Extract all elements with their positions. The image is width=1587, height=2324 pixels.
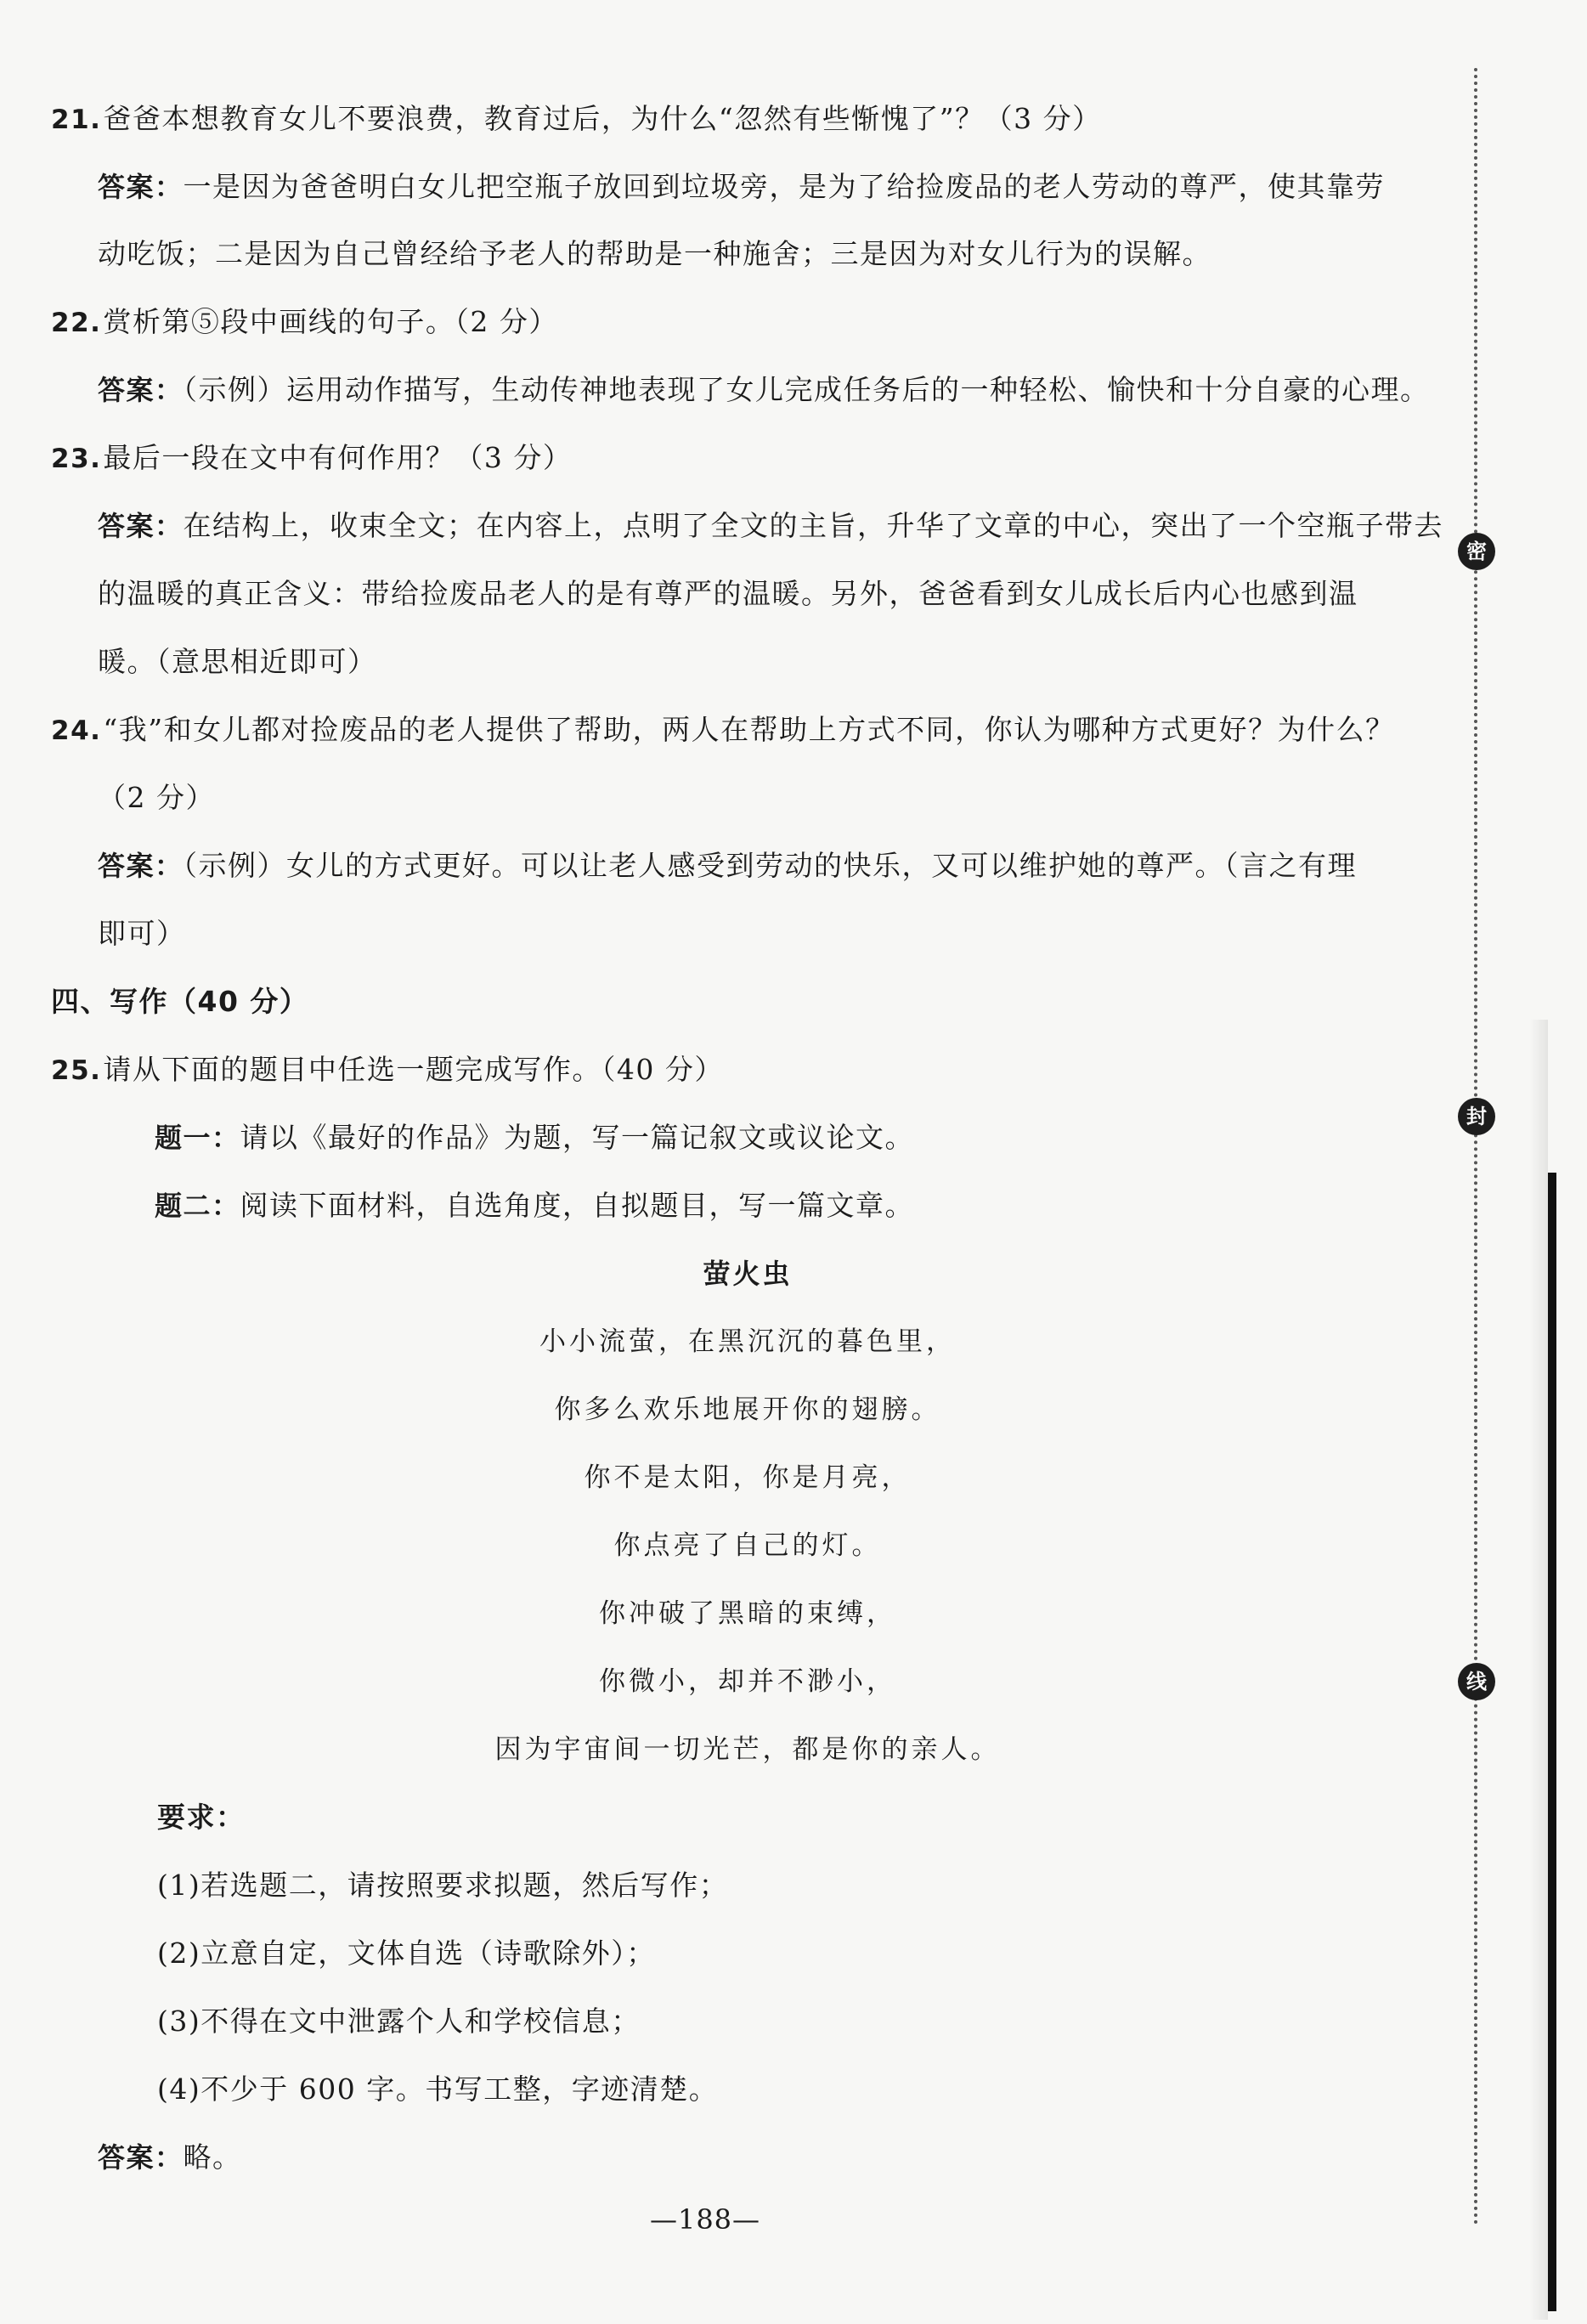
topic-label: 题二： xyxy=(155,1190,240,1222)
topic-1 xyxy=(155,1119,914,1156)
topic-text: 请以《最好的作品》为题，写一篇记叙文或议论文。 xyxy=(240,1121,915,1154)
requirement-item: (1)若选题二，请按照要求拟题，然后写作； xyxy=(157,1869,729,1902)
question-24-line-2 xyxy=(98,779,215,817)
topic-text: 阅读下面材料，自选角度，自拟题目，写一篇文章。 xyxy=(240,1189,915,1222)
poem-line: 你点亮了自己的灯。 xyxy=(613,1530,882,1561)
topic-2 xyxy=(155,1187,914,1224)
answer-text: 动吃饭；二是因为自己曾经给予老人的帮助是一种施舍；三是因为对女儿行为的误解。 xyxy=(98,237,1211,270)
question-21 xyxy=(51,100,1102,139)
binding-dotted-line xyxy=(1474,68,1477,2226)
requirements-label: 要求： xyxy=(157,1801,246,1834)
seal-mark-xian: 线 xyxy=(1458,1663,1495,1700)
poem-line: 小小流萤，在黑沉沉的暮色里， xyxy=(539,1326,956,1357)
answer-label: 答案： xyxy=(98,510,184,542)
answer-text: 的温暖的真正含义：带给捡废品老人的是有尊严的温暖。另外，爸爸看到女儿成长后内心也感到温 xyxy=(98,577,1358,610)
page-edge-shadow xyxy=(1529,1020,1548,2320)
answer-text: 暖。（意思相近即可） xyxy=(98,645,377,678)
question-number: 24. xyxy=(51,715,102,746)
poem-line: 你不是太阳，你是月亮， xyxy=(584,1462,912,1493)
answer-label: 答案： xyxy=(98,171,184,203)
poem-line: 因为宇宙间一切光芒，都是你的亲人。 xyxy=(494,1734,1001,1765)
answer-23-line-2 xyxy=(98,575,1358,613)
answer-text: 在结构上，收束全文；在内容上，点明了全文的主旨，升华了文章的中心，突出了一个空瓶子带去 xyxy=(183,509,1444,542)
answer-24-line-2 xyxy=(98,915,186,953)
question-number: 22. xyxy=(51,308,102,338)
answer-23-line-3 xyxy=(98,643,377,681)
answer-label: 答案： xyxy=(98,374,184,406)
poem-line: 你多么欢乐地展开你的翅膀。 xyxy=(554,1394,941,1425)
seal-mark-mi: 密 xyxy=(1458,533,1495,570)
question-number: 23. xyxy=(51,444,102,474)
answer-25 xyxy=(98,2139,242,2176)
answer-label: 答案： xyxy=(98,850,184,882)
page-number: —188— xyxy=(649,2203,761,2236)
poem-line: 你冲破了黑暗的束缚， xyxy=(599,1598,896,1629)
answer-23-line-1 xyxy=(98,507,1443,545)
seal-mark-feng: 封 xyxy=(1458,1098,1495,1135)
answer-text: （示例）运用动作描写，生动传神地表现了女儿完成任务后的一种轻松、愉快和十分自豪的心理。 xyxy=(183,373,1430,406)
requirement-item: (3)不得在文中泄露个人和学校信息； xyxy=(157,2005,641,2038)
answer-24-line-1 xyxy=(98,847,1357,885)
question-25 xyxy=(51,1051,724,1089)
section-heading: 四、写作（40 分） xyxy=(51,985,309,1018)
answer-text: 略。 xyxy=(183,2140,242,2174)
question-number: 21. xyxy=(51,105,102,135)
answer-label: 答案： xyxy=(98,2141,184,2174)
question-text: 爸爸本想教育女儿不要浪费，教育过后，为什么“忽然有些惭愧了”？（3 分） xyxy=(103,102,1102,135)
topic-label: 题一： xyxy=(155,1122,240,1154)
answer-text: 一是因为爸爸明白女儿把空瓶子放回到垃圾旁，是为了给捡废品的老人劳动的尊严，使其靠劳 xyxy=(183,170,1386,203)
question-text: （2 分） xyxy=(98,781,215,814)
question-23 xyxy=(51,439,572,478)
question-text: 赏析第⑤段中画线的句子。（2 分） xyxy=(103,305,558,338)
answer-text: （示例）女儿的方式更好。可以让老人感受到劳动的快乐，又可以维护她的尊严。（言之有理 xyxy=(183,849,1358,882)
requirement-item: (4)不少于 600 字。书写工整，字迹清楚。 xyxy=(157,2072,719,2106)
answer-22-line-1 xyxy=(98,371,1430,409)
answer-text: 即可） xyxy=(98,917,186,950)
question-text: 请从下面的题目中任选一题完成写作。（40 分） xyxy=(103,1053,724,1086)
question-number: 25. xyxy=(51,1055,102,1086)
question-24 xyxy=(51,711,1395,749)
page-edge-bar xyxy=(1548,1173,1556,2311)
poem-line: 你微小，却并不渺小， xyxy=(599,1666,896,1697)
poem-title: 萤火虫 xyxy=(703,1258,793,1290)
question-text: 最后一段在文中有何作用？（3 分） xyxy=(103,441,573,474)
question-22 xyxy=(51,303,558,342)
question-text: “我”和女儿都对捡废品的老人提供了帮助，两人在帮助上方式不同，你认为哪种方式更好？为什么？ xyxy=(103,713,1395,746)
answer-21-line-1 xyxy=(98,168,1385,206)
answer-21-line-2 xyxy=(98,235,1211,273)
requirement-item: (2)立意自定，文体自选（诗歌除外）； xyxy=(157,1937,656,1970)
